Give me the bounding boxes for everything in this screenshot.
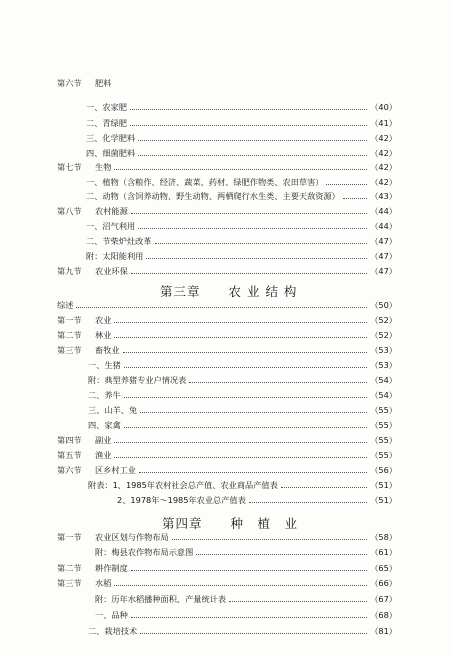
toc-entry xyxy=(86,102,397,113)
page-number: （55） xyxy=(370,405,397,415)
toc-entry xyxy=(57,206,397,217)
entry-title: 渔业 xyxy=(95,450,112,460)
toc-entry xyxy=(86,177,397,188)
dot-leader xyxy=(131,617,367,618)
page-number: （55） xyxy=(370,420,397,430)
toc-entry xyxy=(57,162,397,173)
chapter-title: 农 业 结 构 xyxy=(228,284,298,299)
entry-title: 农村能源 xyxy=(95,206,128,216)
dot-leader xyxy=(172,539,368,540)
dot-leader xyxy=(124,397,367,398)
page-number: （55） xyxy=(370,435,397,445)
page-number: （67） xyxy=(370,594,397,604)
dot-leader xyxy=(130,125,367,126)
chapter-number: 第四章 xyxy=(162,516,203,531)
toc-entry xyxy=(88,420,397,431)
page-number: （52） xyxy=(370,315,397,325)
toc-entry xyxy=(117,495,397,506)
entry-title: 四、细菌肥料 xyxy=(86,148,136,158)
toc-entry xyxy=(57,532,397,543)
toc-entry xyxy=(57,78,397,89)
toc-entry xyxy=(57,266,397,277)
page-number: （47） xyxy=(370,251,397,261)
section-number: 第一节 xyxy=(57,315,82,325)
toc-entry xyxy=(95,594,397,605)
page-number: （61） xyxy=(370,547,397,557)
dot-leader xyxy=(114,585,367,586)
entry-title: 畜牧业 xyxy=(95,345,120,355)
entry-title: 农业 xyxy=(95,315,112,325)
toc-entry xyxy=(88,375,397,386)
toc-entry xyxy=(57,450,397,461)
page-number: （54） xyxy=(370,390,397,400)
page-number: （47） xyxy=(370,236,397,246)
dot-leader xyxy=(138,155,367,156)
section-number: 第八节 xyxy=(57,206,82,216)
dot-leader xyxy=(189,382,367,383)
toc-entry xyxy=(57,465,397,476)
page-number: （66） xyxy=(370,578,397,588)
dot-leader xyxy=(140,412,367,413)
page-number: （47） xyxy=(370,266,397,276)
toc-entry xyxy=(86,118,397,129)
dot-leader xyxy=(326,184,367,185)
toc-entry xyxy=(86,191,397,202)
section-number: 第五节 xyxy=(57,450,82,460)
page-number: （41） xyxy=(370,118,397,128)
page-number: （51） xyxy=(370,480,397,490)
toc-entry xyxy=(88,405,397,416)
dot-leader xyxy=(138,140,367,141)
chapter-heading xyxy=(160,282,297,300)
section-number: 第二节 xyxy=(57,563,82,573)
section-number: 第二节 xyxy=(57,330,82,340)
page-number: （51） xyxy=(370,495,397,505)
dot-leader xyxy=(131,213,367,214)
entry-title: 水稻 xyxy=(95,578,112,588)
section-number: 第六节 xyxy=(57,465,82,475)
dot-leader xyxy=(146,258,367,259)
entry-title: 区乡村工业 xyxy=(95,465,136,475)
page-number: （68） xyxy=(370,610,397,620)
toc-entry xyxy=(88,360,397,371)
entry-title: 附表：1、1985年农村社会总产值、农业商品产值表 xyxy=(88,480,278,490)
toc-entry xyxy=(57,315,397,326)
entry-title: 农业区划与作物布局 xyxy=(95,532,169,542)
dot-leader xyxy=(131,273,367,274)
entry-title: 一、品种 xyxy=(95,610,128,620)
dot-leader xyxy=(281,487,367,488)
entry-title: 附：太阳能利用 xyxy=(86,251,144,261)
entry-title: 二、动物（含饲养动物、野生动物、两栖爬行水生类、主要天敌资源） xyxy=(86,191,340,201)
page-number: （50） xyxy=(370,300,397,310)
dot-leader xyxy=(76,307,367,308)
section-number: 第一节 xyxy=(57,532,82,542)
entry-title: 附：典型养猪专业户情况表 xyxy=(88,375,187,385)
page-number: （43） xyxy=(370,191,397,201)
dot-leader xyxy=(114,337,367,338)
entry-title: 四、家禽 xyxy=(88,420,121,430)
entry-title: 二、青绿肥 xyxy=(86,118,127,128)
chapter-title: 种 植 业 xyxy=(230,516,299,531)
page-number: （42） xyxy=(370,133,397,143)
dot-leader xyxy=(140,633,367,634)
toc-entry xyxy=(86,221,397,232)
toc-entry xyxy=(88,390,397,401)
dot-leader xyxy=(130,109,367,110)
page-number: （54） xyxy=(370,375,397,385)
dot-leader xyxy=(114,322,367,323)
entry-title: 生物 xyxy=(95,162,112,172)
page-number: （40） xyxy=(370,102,397,112)
dot-leader xyxy=(123,352,368,353)
entry-title: 一、植物（含粮作、经济、蔬菜、药材、绿肥作物类、农田草害） xyxy=(86,177,324,187)
entry-title: 附：梅县农作物布局示意图 xyxy=(95,547,194,557)
section-number: 第三节 xyxy=(57,578,82,588)
entry-title: 农业环保 xyxy=(95,266,128,276)
page-number: （42） xyxy=(370,177,397,187)
entry-title: 一、沼气利用 xyxy=(86,221,136,231)
dot-leader xyxy=(131,570,367,571)
toc-entry xyxy=(86,133,397,144)
chapter-number: 第三章 xyxy=(160,284,201,299)
entry-title: 2、1978年～1985年农业总产值表 xyxy=(117,495,246,505)
dot-leader xyxy=(343,198,367,199)
entry-title: 二、养牛 xyxy=(88,390,121,400)
chapter-heading xyxy=(162,514,298,532)
page-number: （52） xyxy=(370,330,397,340)
entry-title: 肥料 xyxy=(95,78,112,88)
toc-entry xyxy=(95,547,397,558)
entry-title: 二、节柴炉灶改革 xyxy=(86,236,152,246)
page-number: （53） xyxy=(370,345,397,355)
toc-entry xyxy=(57,345,397,356)
section-number: 第六节 xyxy=(57,78,82,88)
entry-title: 综述 xyxy=(57,300,74,310)
toc-entry xyxy=(86,236,397,247)
dot-leader xyxy=(155,243,368,244)
dot-leader xyxy=(249,502,367,503)
dot-leader xyxy=(139,472,367,473)
section-number: 第四节 xyxy=(57,435,82,445)
toc-entry xyxy=(88,626,397,637)
entry-title: 二、栽培技术 xyxy=(88,626,138,636)
dot-leader xyxy=(124,427,367,428)
toc-entry xyxy=(88,480,397,491)
section-number: 第三节 xyxy=(57,345,82,355)
dot-leader xyxy=(114,442,367,443)
page-number: （55） xyxy=(370,450,397,460)
toc-entry xyxy=(57,563,397,574)
entry-title: 一、农家肥 xyxy=(86,102,127,112)
page-number: （42） xyxy=(370,162,397,172)
toc-entry xyxy=(57,578,397,589)
page-number: （53） xyxy=(370,360,397,370)
entry-title: 一、生猪 xyxy=(88,360,121,370)
dot-leader xyxy=(114,457,367,458)
page-number: （65） xyxy=(370,563,397,573)
dot-leader xyxy=(114,169,367,170)
entry-title: 林业 xyxy=(95,330,112,340)
page-number: （58） xyxy=(370,532,397,542)
entry-title: 三、化学肥料 xyxy=(86,133,136,143)
toc-entry xyxy=(57,435,397,446)
dot-leader xyxy=(124,367,367,368)
dot-leader xyxy=(196,554,367,555)
toc-entry xyxy=(57,330,397,341)
page-number: （42） xyxy=(370,148,397,158)
page-number: （81） xyxy=(370,626,397,636)
dot-leader xyxy=(229,601,367,602)
dot-leader xyxy=(138,228,367,229)
entry-title: 耕作制度 xyxy=(95,563,128,573)
section-number: 第七节 xyxy=(57,162,82,172)
entry-title: 附：历年水稻播种面积、产量统计表 xyxy=(95,594,227,604)
entry-title: 三、山羊、兔 xyxy=(88,405,138,415)
toc-entry xyxy=(86,148,397,159)
toc-entry xyxy=(95,610,397,621)
toc-entry xyxy=(86,251,397,262)
page-number: （44） xyxy=(370,221,397,231)
page-number: （56） xyxy=(370,465,397,475)
section-number: 第九节 xyxy=(57,266,82,276)
entry-title: 副业 xyxy=(95,435,112,445)
toc-entry xyxy=(57,300,397,311)
page-number: （44） xyxy=(370,206,397,216)
